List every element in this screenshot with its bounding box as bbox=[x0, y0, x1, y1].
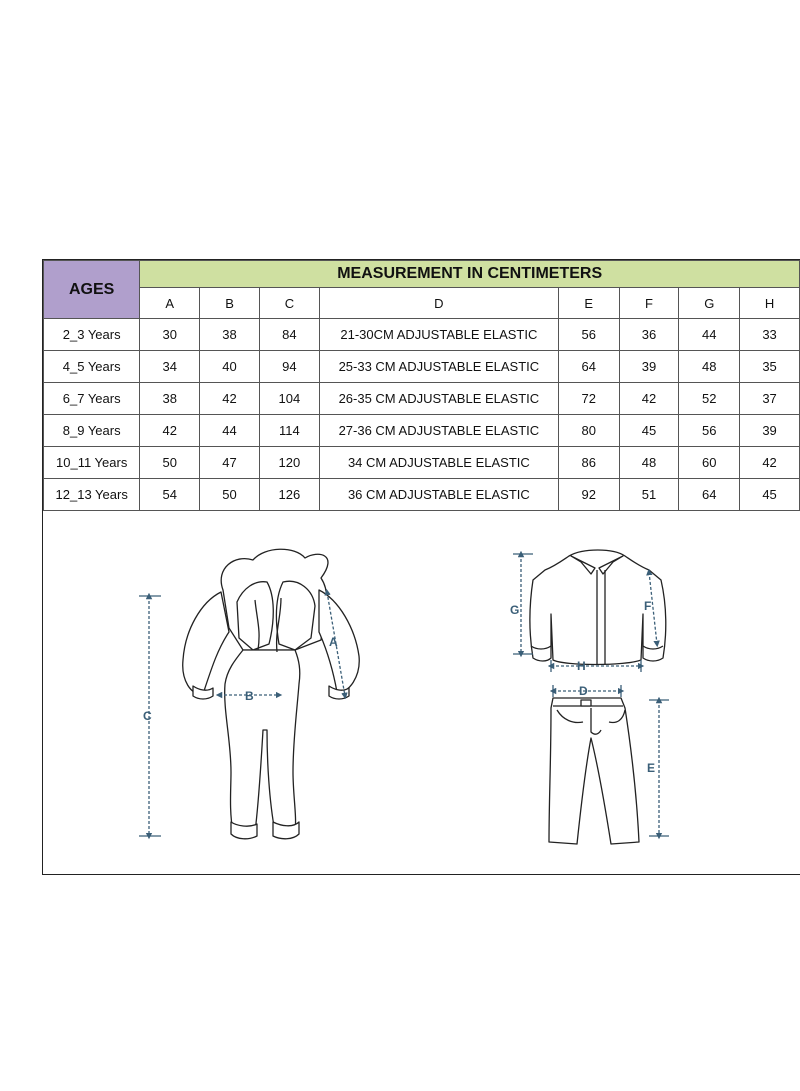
value-cell-f: 51 bbox=[619, 479, 679, 511]
label-A: A bbox=[329, 635, 338, 649]
value-cell-f: 36 bbox=[619, 319, 679, 351]
column-header-h: H bbox=[740, 288, 800, 319]
value-cell-g: 48 bbox=[679, 351, 740, 383]
label-F: F bbox=[644, 599, 652, 613]
value-cell-a: 54 bbox=[140, 479, 200, 511]
value-cell-d: 21-30CM ADJUSTABLE ELASTIC bbox=[319, 319, 558, 351]
value-cell-f: 45 bbox=[619, 415, 679, 447]
value-cell-h: 37 bbox=[740, 383, 800, 415]
value-cell-b: 50 bbox=[200, 479, 260, 511]
value-cell-g: 56 bbox=[679, 415, 740, 447]
label-E: E bbox=[647, 761, 656, 775]
onesie-hoodie-icon bbox=[183, 549, 359, 839]
value-cell-e: 80 bbox=[558, 415, 619, 447]
table-row bbox=[44, 479, 800, 511]
value-cell-a: 50 bbox=[140, 447, 200, 479]
age-cell: 8_9 Years bbox=[44, 415, 140, 447]
value-cell-h: 33 bbox=[740, 319, 800, 351]
value-cell-c: 114 bbox=[259, 415, 319, 447]
value-cell-g: 60 bbox=[679, 447, 740, 479]
label-C: C bbox=[143, 709, 152, 723]
label-G: G bbox=[510, 603, 520, 617]
measurement-title: MEASUREMENT IN CENTIMETERS bbox=[140, 261, 800, 288]
value-cell-c: 126 bbox=[259, 479, 319, 511]
value-cell-b: 44 bbox=[200, 415, 260, 447]
table-row bbox=[44, 415, 800, 447]
value-cell-e: 86 bbox=[558, 447, 619, 479]
age-cell: 10_11 Years bbox=[44, 447, 140, 479]
age-cell: 6_7 Years bbox=[44, 383, 140, 415]
value-cell-d: 34 CM ADJUSTABLE ELASTIC bbox=[319, 447, 558, 479]
value-cell-h: 45 bbox=[740, 479, 800, 511]
value-cell-e: 92 bbox=[558, 479, 619, 511]
value-cell-g: 64 bbox=[679, 479, 740, 511]
value-cell-a: 34 bbox=[140, 351, 200, 383]
value-cell-d: 26-35 CM ADJUSTABLE ELASTIC bbox=[319, 383, 558, 415]
value-cell-g: 44 bbox=[679, 319, 740, 351]
value-cell-c: 94 bbox=[259, 351, 319, 383]
value-cell-b: 38 bbox=[200, 319, 260, 351]
value-cell-e: 72 bbox=[558, 383, 619, 415]
value-cell-h: 42 bbox=[740, 447, 800, 479]
column-header-b: B bbox=[200, 288, 260, 319]
value-cell-f: 39 bbox=[619, 351, 679, 383]
value-cell-b: 47 bbox=[200, 447, 260, 479]
column-header-a: A bbox=[140, 288, 200, 319]
table-row bbox=[44, 383, 800, 415]
value-cell-b: 42 bbox=[200, 383, 260, 415]
table-row bbox=[44, 447, 800, 479]
label-D: D bbox=[579, 684, 588, 698]
measurement-table bbox=[43, 260, 800, 511]
value-cell-e: 56 bbox=[558, 319, 619, 351]
column-header-c: C bbox=[259, 288, 319, 319]
label-H: H bbox=[577, 659, 586, 673]
value-cell-f: 48 bbox=[619, 447, 679, 479]
age-cell: 2_3 Years bbox=[44, 319, 140, 351]
value-cell-d: 36 CM ADJUSTABLE ELASTIC bbox=[319, 479, 558, 511]
pants-icon bbox=[549, 698, 639, 844]
table-row bbox=[44, 351, 800, 383]
value-cell-b: 40 bbox=[200, 351, 260, 383]
value-cell-f: 42 bbox=[619, 383, 679, 415]
size-chart bbox=[42, 259, 800, 875]
value-cell-h: 35 bbox=[740, 351, 800, 383]
table-row bbox=[44, 319, 800, 351]
label-B: B bbox=[245, 689, 254, 703]
column-header-f: F bbox=[619, 288, 679, 319]
value-cell-e: 64 bbox=[558, 351, 619, 383]
ages-header: AGES bbox=[44, 261, 140, 319]
value-cell-a: 30 bbox=[140, 319, 200, 351]
age-cell: 4_5 Years bbox=[44, 351, 140, 383]
value-cell-h: 39 bbox=[740, 415, 800, 447]
column-header-g: G bbox=[679, 288, 740, 319]
value-cell-c: 104 bbox=[259, 383, 319, 415]
value-cell-g: 52 bbox=[679, 383, 740, 415]
value-cell-d: 27-36 CM ADJUSTABLE ELASTIC bbox=[319, 415, 558, 447]
column-header-e: E bbox=[558, 288, 619, 319]
age-cell: 12_13 Years bbox=[44, 479, 140, 511]
value-cell-d: 25-33 CM ADJUSTABLE ELASTIC bbox=[319, 351, 558, 383]
value-cell-c: 120 bbox=[259, 447, 319, 479]
value-cell-a: 38 bbox=[140, 383, 200, 415]
value-cell-a: 42 bbox=[140, 415, 200, 447]
column-header-d: D bbox=[319, 288, 558, 319]
garment-diagrams bbox=[43, 510, 800, 875]
value-cell-c: 84 bbox=[259, 319, 319, 351]
